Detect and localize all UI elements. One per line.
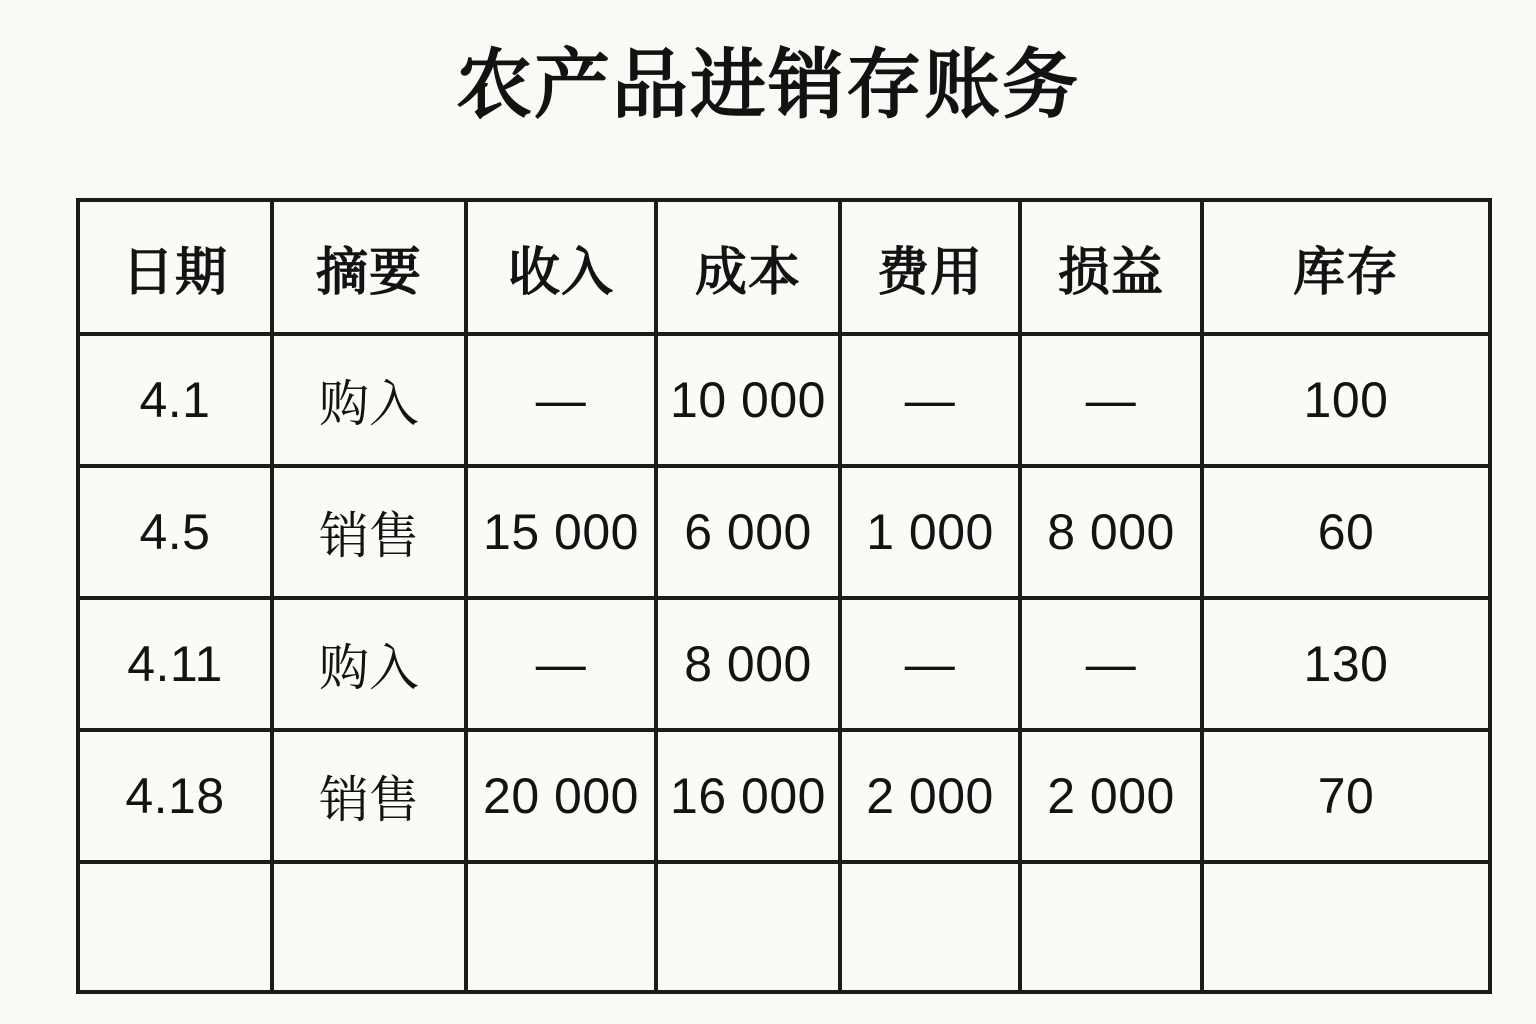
cell-fee: [840, 862, 1020, 992]
inventory-ledger-table: [76, 198, 1492, 994]
cell-stock: [1202, 862, 1490, 992]
cell-date: 4.1: [78, 334, 272, 466]
cell-income: —: [466, 598, 656, 730]
cell-income: [466, 862, 656, 992]
cell-profit: 8 000: [1020, 466, 1202, 598]
table-row: [78, 598, 1490, 730]
table-row: [78, 466, 1490, 598]
cell-date: 4.5: [78, 466, 272, 598]
page-title: 农产品进销存账务: [456, 43, 1080, 128]
cell-income: 20 000: [466, 730, 656, 862]
cell-cost: [656, 862, 840, 992]
column-header-stock: 库存: [1202, 200, 1490, 334]
column-header-memo: 摘要: [272, 200, 466, 334]
cell-cost: 10 000: [656, 334, 840, 466]
cell-stock: 70: [1202, 730, 1490, 862]
table-header-row: [78, 200, 1490, 334]
cell-memo: 销售: [272, 466, 466, 598]
cell-income: 15 000: [466, 466, 656, 598]
cell-date: 4.18: [78, 730, 272, 862]
table-row: [78, 862, 1490, 992]
cell-income: —: [466, 334, 656, 466]
cell-fee: —: [840, 334, 1020, 466]
cell-fee: —: [840, 598, 1020, 730]
column-header-profit: 损益: [1020, 200, 1202, 334]
cell-cost: 16 000: [656, 730, 840, 862]
cell-profit: 2 000: [1020, 730, 1202, 862]
cell-stock: 130: [1202, 598, 1490, 730]
column-header-fee: 费用: [840, 200, 1020, 334]
table-body: [78, 334, 1490, 992]
ledger-table-container: [76, 198, 1460, 994]
cell-fee: 2 000: [840, 730, 1020, 862]
table-row: [78, 730, 1490, 862]
cell-memo: 销售: [272, 730, 466, 862]
cell-date: [78, 862, 272, 992]
cell-profit: [1020, 862, 1202, 992]
cell-cost: 6 000: [656, 466, 840, 598]
column-header-date: 日期: [78, 200, 272, 334]
cell-memo: 购入: [272, 334, 466, 466]
cell-fee: 1 000: [840, 466, 1020, 598]
cell-memo: [272, 862, 466, 992]
cell-profit: —: [1020, 598, 1202, 730]
column-header-income: 收入: [466, 200, 656, 334]
table-row: [78, 334, 1490, 466]
cell-date: 4.11: [78, 598, 272, 730]
cell-profit: —: [1020, 334, 1202, 466]
cell-stock: 60: [1202, 466, 1490, 598]
cell-stock: 100: [1202, 334, 1490, 466]
cell-cost: 8 000: [656, 598, 840, 730]
cell-memo: 购入: [272, 598, 466, 730]
column-header-cost: 成本: [656, 200, 840, 334]
table-header: [78, 200, 1490, 334]
